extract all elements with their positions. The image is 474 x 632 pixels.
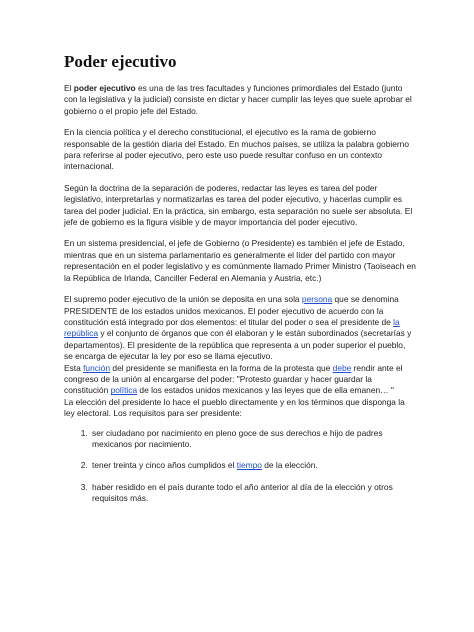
link-politica[interactable]: política (110, 385, 138, 396)
requirements-list (64, 428, 416, 505)
paragraph-political-science: En la ciencia política y el derecho constitucional, el ejecutivo es la rama de gobierno responsable de la gestión diaria del Estado. En muchos países, se utiliza la palabra gobierno para referirse al poder ejecutivo, pero este uso puede resultar confuso en un contexto internacional. (64, 127, 409, 172)
list-item: 3. haber residido en el país durante todo el año anterior al día de la elección y otros requisitos más. (90, 482, 416, 505)
page-title: Poder ejecutivo (64, 52, 177, 71)
paragraph-separation-of-powers: Según la doctrina de la separación de poderes, redactar las leyes es tarea del poder legislativo, interpretarlas y normatizarlas es tarea del poder ejecutivo, y hacerlas cumplir es tarea del poder judicial. En la práctica, sin embargo, esta separación no suele ser absoluta. El jefe de gobierno es la figura visible y de mayor importancia del poder ejecutivo. (64, 182, 413, 228)
paragraph-presidential-system: En un sistema presidencial, el jefe de Gobierno (o Presidente) es también el jefe de Estado, mientras que en un sistema parlamentario es generalmente el líder del partido con mayor representación en el poder legislativo y es comúnmente llamado Primer Ministro (Taoiseach en la República de Irlanda, Canciller Federal en Alemania y Austria, etc.) (64, 238, 416, 283)
link-funcion[interactable]: función (83, 362, 111, 373)
paragraph-definition: El poder ejecutivo es una de las tres facultades y funciones primordiales del Estado (junto con la legislativa y la judicial) consiste en dictar y hacer cumplir las leyes que suele aprobar el gobierno o el propio jefe del Estado. (64, 83, 412, 116)
link-persona[interactable]: persona (301, 294, 333, 305)
document-page (64, 52, 416, 515)
link-debe[interactable]: debe (332, 362, 352, 373)
list-item: 2. tener treinta y cinco años cumplidos el tiempo de la elección. (90, 460, 416, 471)
link-republica[interactable]: la república (64, 316, 400, 339)
paragraph-supreme-power: El supremo poder ejecutivo de la unión se deposita en una sola persona que se denomina PRESIDENTE de los estados unidos mexicanos. El poder ejecutivo de acuerdo con la constitución está integrado por dos elementos: el titular del poder o sea el presidente de la república y el conjunto de órganos que con él elaboran y le están subordinados (secretarías y departamentos). El presidente de la república que representa a un poder superior el pueblo, se encarga de ejecutar la ley por eso se llama ejecutivo. (64, 294, 412, 362)
bold-term: poder ejecutivo (73, 83, 136, 93)
paragraph-election: La elección del presidente lo hace el pueblo directamente y en los términos que disponga la ley electoral. Los requisitos para ser presidente: (64, 396, 405, 419)
paragraph-protest: Esta función del presidente se manifiesta en la forma de la protesta que debe rendir ante el congreso de la unión al encargarse del poder: "Protesto guardar y hacer guardar la constitución política de los estados unidos mexicanos y las leyes que de ella emanen… " (64, 362, 403, 396)
link-tiempo[interactable]: tiempo (236, 460, 262, 471)
list-item: 1. ser ciudadano por nacimiento en pleno goce de sus derechos e hijo de padres mexicanos por nacimiento. (90, 428, 416, 451)
